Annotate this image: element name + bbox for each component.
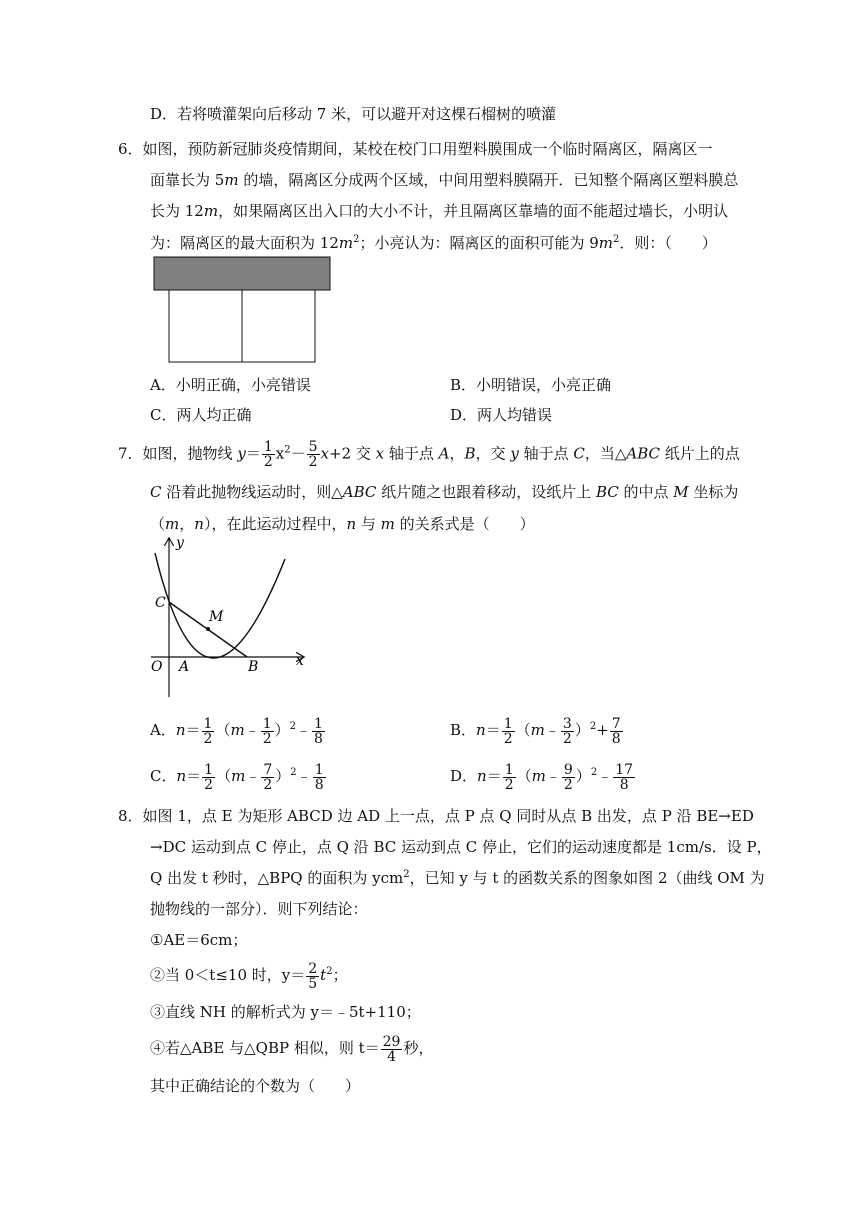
q7-option-a: A．n＝ $\frac{1}{2}$ （m﹣ $\frac{1}{2}$ ）$^2$﹣ $\frac{1}{8}$ xyxy=(150,715,323,747)
label-x: x xyxy=(296,653,304,669)
q8-conclusion-3: ③直线 NH 的解析式为 y＝﹣5t+110； xyxy=(150,1003,421,1021)
q8-line-2: →DC 运动到点 C 停止，点 Q 沿 BC 运动到点 C 停止，它们的运动速度都是 1cm/s．设 P， xyxy=(150,838,772,856)
isolation-area-figure xyxy=(150,254,336,366)
q7-option-b: B．n＝ $\frac{1}{2}$ （m﹣ $\frac{3}{2}$ ）$^2$+ $\frac{7}{8}$ xyxy=(450,715,621,747)
q6-line-4: 为：隔离区的最大面积为 $12m^2$；小亮认为：隔离区的面积可能为 $9m^2$．则：（ ） xyxy=(150,234,717,252)
q7-option-d: D．n＝ $\frac{1}{2}$ （m﹣ $\frac{9}{2}$ ）$^2$﹣ $\frac{17}{8}$ xyxy=(450,761,634,793)
q8-line-3: Q 出发 t 秒时，△BPQ 的面积为 ycm$^2$，已知 y 与 t 的函数关系的图象如图 2（曲线 OM 为 xyxy=(150,869,765,887)
q6-option-b: B．小明错误，小亮正确 xyxy=(450,376,612,394)
question-number: 6． xyxy=(118,140,143,158)
q8-conclusion-1: ①AE＝6cm； xyxy=(150,931,248,949)
q8-line-1: 8．如图 1，点 E 为矩形 ABCD 边 AD 上一点，点 P 点 Q 同时从点 B 出发，点 P 沿 BE→ED xyxy=(118,807,754,825)
q6-option-c: C．两人均正确 xyxy=(150,406,252,424)
midpoint-m xyxy=(206,627,210,631)
label-b: B xyxy=(248,659,259,675)
q5-option-d: D．若将喷灌架向后移动 7 米，可以避开对这棵石榴树的喷灌 xyxy=(150,105,557,123)
q6-line-2: 面靠长为 5m 的墙，隔离区分成两个区域，中间用塑料膜隔开．已知整个隔离区塑料膜总 xyxy=(150,171,739,189)
q8-question: 其中正确结论的个数为（ ） xyxy=(150,1077,361,1095)
q8-line-4: 抛物线的一部分）．则下列结论： xyxy=(150,900,368,918)
wall xyxy=(154,257,330,290)
q7-line-2: C 沿着此抛物线运动时，则△ABC 纸片随之也跟着移动，设纸片上 BC 的中点 M 坐标为 xyxy=(150,483,739,501)
q7-option-c: C．n＝ $\frac{1}{2}$ （m﹣ $\frac{7}{2}$ ）$^2$﹣ $\frac{1}{8}$ xyxy=(150,761,324,793)
q7-line-3: （m，n），在此运动过程中，n 与 m 的关系式是（ ） xyxy=(150,515,535,533)
fraction-one-half: $\frac{1}{2}$ xyxy=(263,439,273,470)
q6-option-a: A．小明正确，小亮错误 xyxy=(150,376,311,394)
fraction-five-halves: $\frac{5}{2}$ xyxy=(308,439,318,470)
q6-line-1: 6．如图，预防新冠肺炎疫情期间，某校在校门口用塑料膜围成一个临时隔离区，隔离区一 xyxy=(118,140,713,158)
label-a: A xyxy=(179,659,190,675)
label-o: O xyxy=(151,659,163,675)
q6-line-3: 长为 12m，如果隔离区出入口的大小不计，并且隔离区靠墙的面不能超过墙长，小明认 xyxy=(150,202,729,220)
label-m: M xyxy=(209,609,224,625)
parabola-figure xyxy=(145,535,310,700)
label-y: y xyxy=(176,535,184,551)
q6-option-d: D．两人均错误 xyxy=(450,406,553,424)
label-c: C xyxy=(155,595,166,611)
q8-conclusion-4: ④若△ABE 与△QBP 相似，则 t＝ $\frac{29}{4}$ 秒， xyxy=(150,1033,434,1065)
q8-conclusion-2: ②当 0＜t≤10 时，y＝ $\frac{2}{5}$ $t^2$； xyxy=(150,960,348,992)
q7-line-1: 7．如图，抛物线 y＝ $\frac{1}{2}$ $x^2-$ $\frac{5}{2}$ x+2 交 x 轴于点 A，B，交 y 轴于点 C，当△ABC 纸片上的点 xyxy=(118,439,740,470)
